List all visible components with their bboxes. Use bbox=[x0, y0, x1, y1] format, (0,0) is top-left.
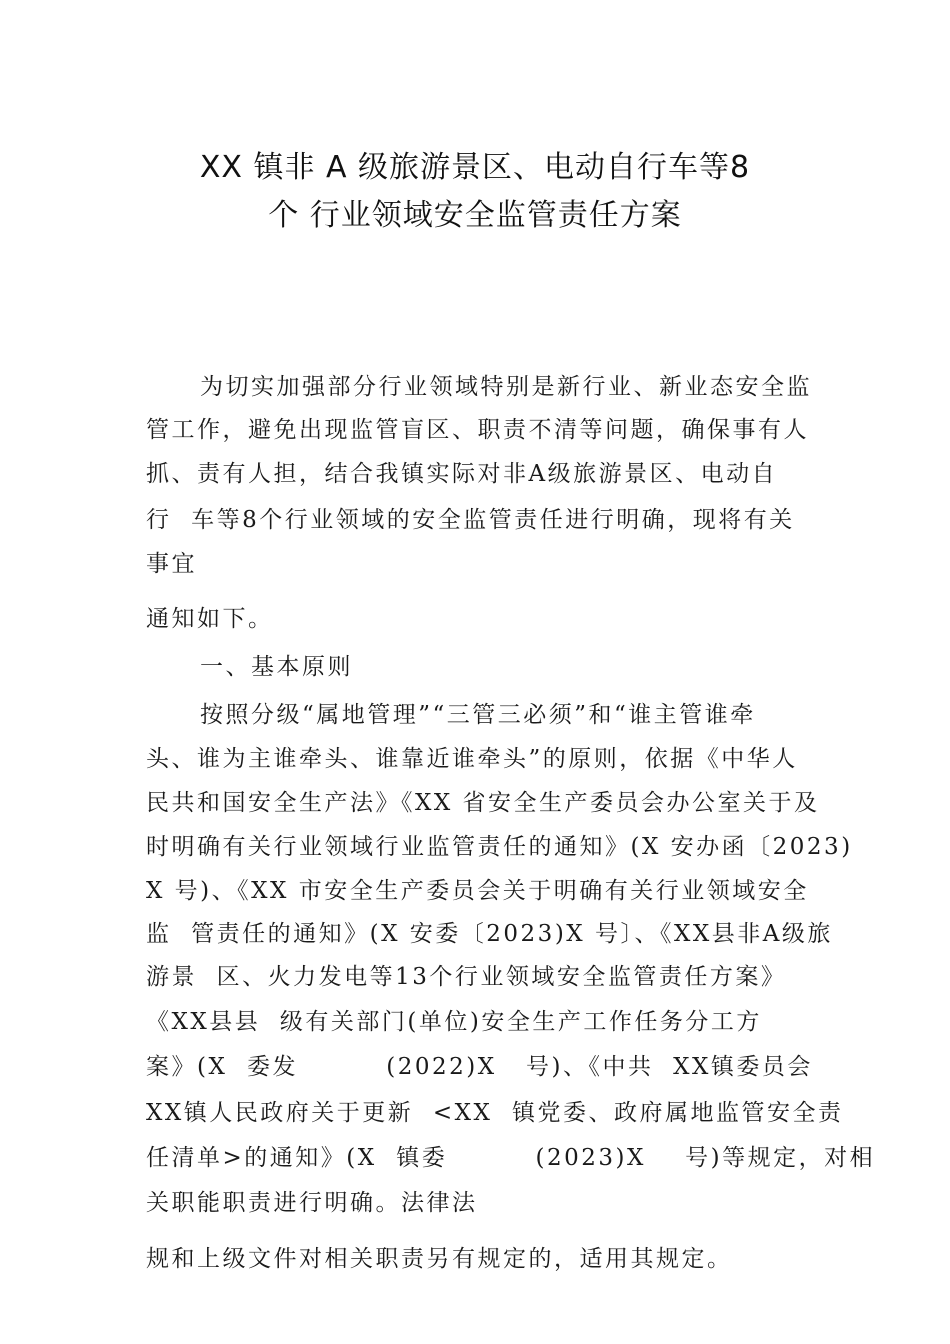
paragraph-line: X 号)、《XX 市安全生产委员会关于明确有关行业领域安全 bbox=[146, 878, 809, 904]
paragraph-line: 事宜 bbox=[146, 551, 197, 577]
section-heading: 一、基本原则 bbox=[200, 654, 353, 680]
paragraph-line: 按照分级“属地管理”“三管三必须”和“谁主管谁牵 bbox=[200, 702, 756, 728]
paragraph-line: 管工作，避免出现监管盲区、职责不清等问题，确保事有人 bbox=[146, 417, 809, 443]
paragraph-line: 通知如下。 bbox=[146, 606, 274, 632]
paragraph-line: 行 车等8个行业领域的安全监管责任进行明确，现将有关 bbox=[146, 507, 795, 533]
paragraph-line: 规和上级文件对相关职责另有规定的，适用其规定。 bbox=[146, 1246, 733, 1272]
paragraph-line: 任清单>的通知》(X 镇委 (2023)X 号)等规定，对相 bbox=[146, 1145, 876, 1171]
paragraph-line: 《XX县县 级有关部门(单位)安全生产工作任务分工方 bbox=[146, 1009, 762, 1035]
paragraph-line: 案》(X 委发 (2022)X 号)、《中共 XX镇委员会 bbox=[146, 1054, 813, 1080]
paragraph-line: 监 管责任的通知》(X 安委〔2023)X 号〕、《XX县非A级旅 bbox=[146, 921, 833, 947]
paragraph-line: 民共和国安全生产法》《XX 省安全生产委员会办公室关于及 bbox=[146, 790, 820, 816]
paragraph-line: 时明确有关行业领域行业监管责任的通知》(X 安办函〔2023) bbox=[146, 834, 853, 860]
paragraph-line: 为切实加强部分行业领域特别是新行业、新业态安全监 bbox=[200, 374, 812, 400]
document-title-line-2: 个 行业领域安全监管责任方案 bbox=[268, 198, 682, 233]
paragraph-line: 游景 区、火力发电等13个行业领域安全监管责任方案》 bbox=[146, 964, 787, 990]
paragraph-line: 抓、责有人担，结合我镇实际对非A级旅游景区、电动自 bbox=[146, 461, 778, 487]
paragraph-line: 关职能职责进行明确。法律法 bbox=[146, 1190, 478, 1216]
paragraph-line: XX镇人民政府关于更新 <XX 镇党委、政府属地监管安全责 bbox=[146, 1100, 844, 1126]
paragraph-line: 头、谁为主谁牵头、谁靠近谁牵头”的原则，依据《中华人 bbox=[146, 746, 798, 772]
document-title-line-1: XX 镇非 A 级旅游景区、电动自行车等8 bbox=[199, 150, 751, 185]
